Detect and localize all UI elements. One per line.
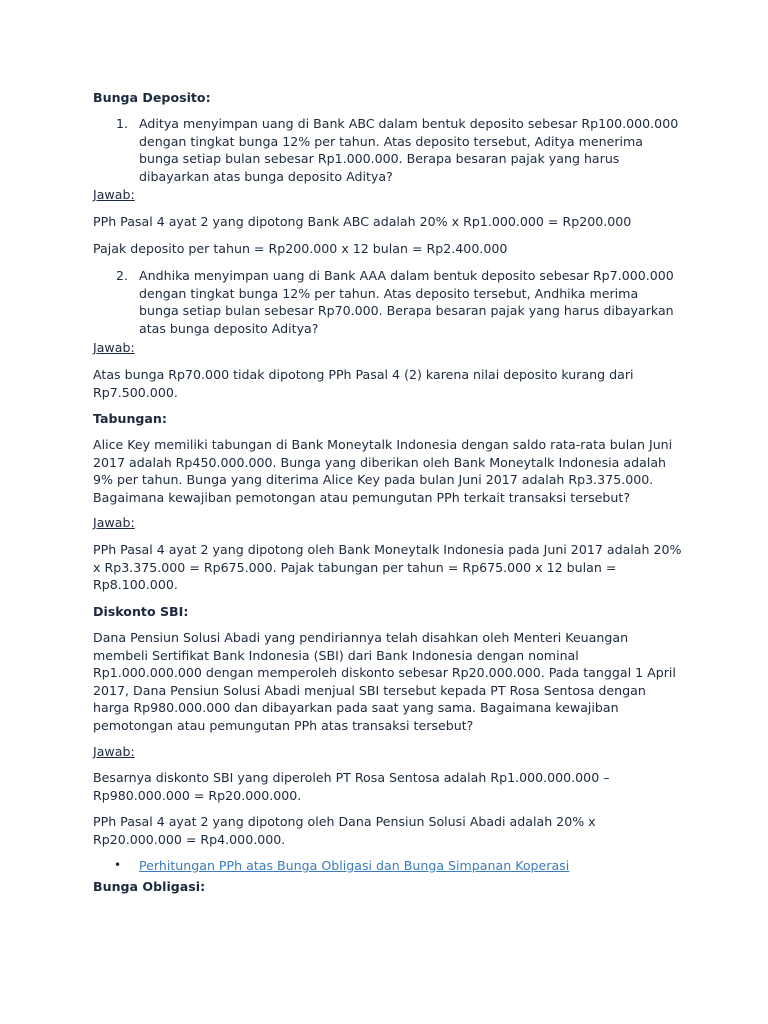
- list-number-1: 1.: [116, 116, 129, 131]
- answer-deposito-1b: Pajak deposito per tahun = Rp200.000 x 12 bulan = Rp2.400.000: [93, 241, 508, 256]
- section-heading-deposito: Bunga Deposito:: [93, 90, 211, 105]
- jawab-label-sbi: Jawab:: [93, 744, 135, 759]
- section-heading-tabungan: Tabungan:: [93, 411, 167, 426]
- question-deposito-2: Andhika menyimpan uang di Bank AAA dalam bentuk deposito sebesar Rp7.000.000 dengan tingkat bunga 12% per tahun. Atas deposito tersebut, Andhika merima bunga setiap bulan sebesar Rp70.000. Berapa besaran pajak yang harus dibayarkan atas bunga deposito Aditya?: [139, 268, 674, 336]
- question-tabungan: Alice Key memiliki tabungan di Bank Moneytalk Indonesia dengan saldo rata-rata bulan Juni 2017 adalah Rp450.000.000. Bunga yang diberikan oleh Bank Moneytalk Indonesia adalah 9% per tahun. Bunga yang diterima Alice Key pada bulan Juni 2017 adalah Rp3.375.000. Bagaimana kewajiban pemotongan atau pemungutan PPh terkait transaksi tersebut?: [93, 437, 673, 505]
- answer-sbi-2: PPh Pasal 4 ayat 2 yang dipotong oleh Dana Pensiun Solusi Abadi adalah 20% x Rp20.000.000 = Rp4.000.000.: [93, 814, 596, 847]
- answer-sbi-1: Besarnya diskonto SBI yang diperoleh PT Rosa Sentosa adalah Rp1.000.000.000 – Rp980.000.000 = Rp20.000.000.: [93, 770, 610, 803]
- answer-tabungan: PPh Pasal 4 ayat 2 yang dipotong oleh Bank Moneytalk Indonesia pada Juni 2017 adalah 20% x Rp3.375.000 = Rp675.000. Pajak tabungan per tahun = Rp675.000 x 12 bulan = Rp8.100.000.: [93, 542, 682, 592]
- section-heading-sbi: Diskonto SBI:: [93, 604, 189, 619]
- list-number-2: 2.: [116, 268, 129, 283]
- jawab-label-tabungan: Jawab:: [93, 515, 135, 530]
- jawab-label-deposito-1: Jawab:: [93, 187, 135, 202]
- answer-deposito-1a: PPh Pasal 4 ayat 2 yang dipotong Bank ABC adalah 20% x Rp1.000.000 = Rp200.000: [93, 214, 632, 229]
- section-heading-obligasi: Bunga Obligasi:: [93, 879, 206, 894]
- jawab-label-deposito-2: Jawab:: [93, 340, 135, 355]
- bullet-icon: •: [114, 858, 122, 872]
- link-perhitungan-pph[interactable]: Perhitungan PPh atas Bunga Obligasi dan Bunga Simpanan Koperasi: [139, 858, 570, 873]
- answer-deposito-2: Atas bunga Rp70.000 tidak dipotong PPh Pasal 4 (2) karena nilai deposito kurang dari Rp7.500.000.: [93, 367, 634, 400]
- question-sbi: Dana Pensiun Solusi Abadi yang pendiriannya telah disahkan oleh Menteri Keuangan membeli Sertifikat Bank Indonesia (SBI) dari Bank Indonesia dengan nominal Rp1.000.000.000 dengan memperoleh diskonto sebesar Rp20.000.000. Pada tanggal 1 April 2017, Dana Pensiun Solusi Abadi menjual SBI tersebut kepada PT Rosa Sentosa dengan harga Rp980.000.000 dan dibayarkan pada saat yang sama. Bagaimana kewajiban pemotongan atau pemungutan PPh atas transaksi tersebut?: [93, 630, 676, 733]
- question-deposito-1: Aditya menyimpan uang di Bank ABC dalam bentuk deposito sebesar Rp100.000.000 dengan tingkat bunga 12% per tahun. Atas deposito tersebut, Aditya menerima bunga setiap bulan sebesar Rp1.000.000. Berapa besaran pajak yang harus dibayarkan atas bunga deposito Aditya?: [139, 116, 679, 184]
